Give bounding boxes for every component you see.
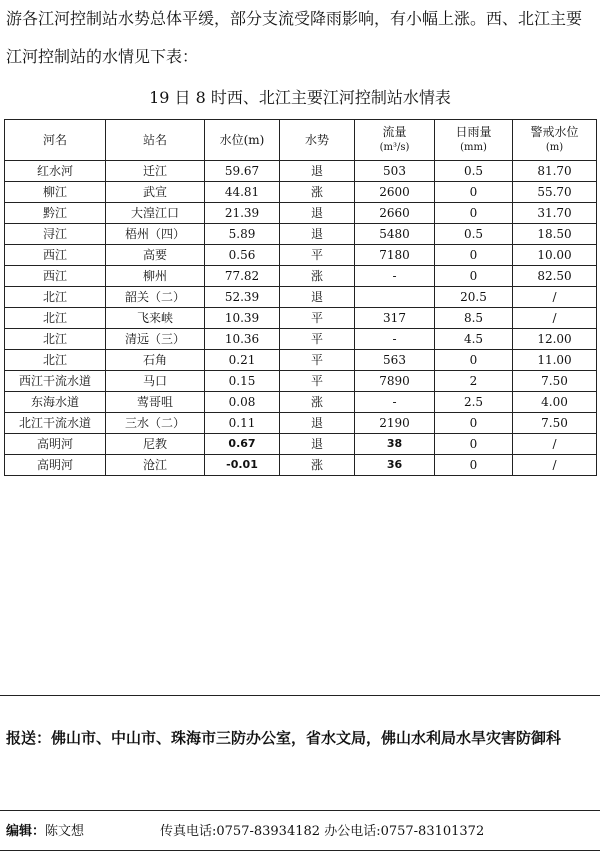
- table-row: [5, 224, 597, 245]
- cell-river: 高明河: [5, 455, 106, 476]
- cell-rain: 0: [435, 455, 513, 476]
- header-warn-title: 警戒水位: [530, 125, 579, 139]
- cell-station: 柳州: [106, 266, 205, 287]
- cell-flow: 2190: [355, 413, 435, 434]
- cell-warn: 4.00: [513, 392, 597, 413]
- cell-trend: 平: [280, 308, 355, 329]
- cell-river: 北江: [5, 308, 106, 329]
- table-row: [5, 413, 597, 434]
- editor-label: 编辑：: [6, 824, 46, 839]
- table-caption: 19 日 8 时西、北江主要江河控制站水情表: [149, 88, 451, 107]
- cell-river: 北江干流水道: [5, 413, 106, 434]
- cell-flow: 2600: [355, 182, 435, 203]
- cell-warn: 31.70: [513, 203, 597, 224]
- cell-flow: 7180: [355, 245, 435, 266]
- cell-warn: 82.50: [513, 266, 597, 287]
- cell-station: 石角: [106, 350, 205, 371]
- cell-flow: 5480: [355, 224, 435, 245]
- cell-station: 沧江: [106, 455, 205, 476]
- cell-trend: 涨: [280, 266, 355, 287]
- table-row: [5, 308, 597, 329]
- fax-number: 0757-83934182: [216, 824, 321, 839]
- table-row: [5, 203, 597, 224]
- cell-flow: -: [355, 266, 435, 287]
- cell-warn: 55.70: [513, 182, 597, 203]
- cell-rain: 0: [435, 182, 513, 203]
- cell-trend: 涨: [280, 182, 355, 203]
- table-row: [5, 329, 597, 350]
- cell-trend: 退: [280, 203, 355, 224]
- cell-rain: 0: [435, 245, 513, 266]
- cell-river: 柳江: [5, 182, 106, 203]
- cell-flow: 38: [355, 434, 435, 455]
- cell-level: 0.08: [205, 392, 280, 413]
- cell-river: 西江: [5, 245, 106, 266]
- header-rain: [435, 120, 513, 161]
- header-trend: 水势: [280, 120, 355, 161]
- contact-info: [160, 822, 484, 842]
- fax-label: 传真电话:: [160, 824, 217, 839]
- cell-warn: 11.00: [513, 350, 597, 371]
- cell-level: 0.67: [205, 434, 280, 455]
- cell-river: 浔江: [5, 224, 106, 245]
- table-row: [5, 371, 597, 392]
- cell-warn: /: [513, 455, 597, 476]
- cell-river: 西江: [5, 266, 106, 287]
- footer: [6, 822, 596, 842]
- cell-station: 三水（二）: [106, 413, 205, 434]
- header-flow-unit: (m³/s): [379, 142, 410, 153]
- cell-station: 尼教: [106, 434, 205, 455]
- cell-level: 0.56: [205, 245, 280, 266]
- cell-rain: 0: [435, 350, 513, 371]
- report-recipients: 报送：佛山市、中山市、珠海市三防办公室，省水文局，佛山水利局水旱灾害防御科: [6, 729, 562, 747]
- cell-rain: 4.5: [435, 329, 513, 350]
- cell-warn: 18.50: [513, 224, 597, 245]
- cell-trend: 退: [280, 287, 355, 308]
- cell-trend: 平: [280, 245, 355, 266]
- table-header-row: [5, 120, 597, 161]
- cell-river: 东海水道: [5, 392, 106, 413]
- cell-warn: 7.50: [513, 371, 597, 392]
- cell-flow: 2660: [355, 203, 435, 224]
- cell-river: 北江: [5, 329, 106, 350]
- water-status-table: [4, 119, 597, 476]
- header-level: 水位(m): [205, 120, 280, 161]
- divider-top: [0, 695, 600, 696]
- cell-trend: 退: [280, 413, 355, 434]
- cell-flow: -: [355, 392, 435, 413]
- divider-middle: [0, 810, 600, 811]
- header-rain-title: 日雨量: [455, 125, 492, 139]
- cell-rain: 0: [435, 413, 513, 434]
- cell-flow: -: [355, 329, 435, 350]
- cell-rain: 2.5: [435, 392, 513, 413]
- cell-rain: 20.5: [435, 287, 513, 308]
- cell-level: 0.15: [205, 371, 280, 392]
- cell-level: 21.39: [205, 203, 280, 224]
- cell-station: 大湟江口: [106, 203, 205, 224]
- table-row: [5, 287, 597, 308]
- cell-station: 迁江: [106, 161, 205, 182]
- cell-level: 10.36: [205, 329, 280, 350]
- cell-trend: 退: [280, 161, 355, 182]
- cell-river: 北江: [5, 287, 106, 308]
- office-label: 办公电话:: [324, 824, 381, 839]
- cell-warn: /: [513, 287, 597, 308]
- cell-trend: 涨: [280, 455, 355, 476]
- table-row: [5, 455, 597, 476]
- cell-level: 44.81: [205, 182, 280, 203]
- cell-river: 红水河: [5, 161, 106, 182]
- editor-name: 陈文想: [45, 824, 85, 839]
- cell-station: 莺哥咀: [106, 392, 205, 413]
- cell-station: 高要: [106, 245, 205, 266]
- cell-rain: 8.5: [435, 308, 513, 329]
- cell-flow: 7890: [355, 371, 435, 392]
- table-row: [5, 266, 597, 287]
- cell-station: 马口: [106, 371, 205, 392]
- cell-trend: 平: [280, 329, 355, 350]
- header-flow-title: 流量: [382, 125, 407, 139]
- cell-warn: 10.00: [513, 245, 597, 266]
- cell-river: 西江干流水道: [5, 371, 106, 392]
- cell-flow: 563: [355, 350, 435, 371]
- cell-level: 0.21: [205, 350, 280, 371]
- table-row: [5, 350, 597, 371]
- cell-station: 武宣: [106, 182, 205, 203]
- cell-rain: 0: [435, 266, 513, 287]
- cell-rain: 0.5: [435, 161, 513, 182]
- cell-river: 黔江: [5, 203, 106, 224]
- cell-trend: 涨: [280, 392, 355, 413]
- header-rain-unit: (mm): [460, 142, 487, 153]
- header-station: 站名: [106, 120, 205, 161]
- office-number: 0757-83101372: [380, 824, 485, 839]
- table-row: [5, 434, 597, 455]
- cell-station: 清远（三）: [106, 329, 205, 350]
- table-row: [5, 161, 597, 182]
- header-flow: [355, 120, 435, 161]
- cell-trend: 平: [280, 350, 355, 371]
- cell-station: 飞来峡: [106, 308, 205, 329]
- cell-rain: 0: [435, 434, 513, 455]
- cell-warn: 81.70: [513, 161, 597, 182]
- table-row: [5, 182, 597, 203]
- divider-bottom: [0, 850, 600, 851]
- cell-rain: 0.5: [435, 224, 513, 245]
- cell-warn: 12.00: [513, 329, 597, 350]
- cell-rain: 0: [435, 203, 513, 224]
- header-warn: [513, 120, 597, 161]
- cell-warn: /: [513, 434, 597, 455]
- cell-flow: 503: [355, 161, 435, 182]
- cell-flow: [355, 287, 435, 308]
- cell-level: 0.11: [205, 413, 280, 434]
- cell-trend: 平: [280, 371, 355, 392]
- cell-level: -0.01: [205, 455, 280, 476]
- cell-river: 北江: [5, 350, 106, 371]
- cell-trend: 退: [280, 224, 355, 245]
- intro-paragraph: 游各江河控制站水势总体平缓，部分支流受降雨影响，有小幅上涨。西、北江主要江河控制站的水情见下表：: [6, 9, 583, 66]
- cell-flow: 317: [355, 308, 435, 329]
- table-row: [5, 392, 597, 413]
- cell-warn: /: [513, 308, 597, 329]
- table-row: [5, 245, 597, 266]
- cell-flow: 36: [355, 455, 435, 476]
- cell-station: 韶关（二）: [106, 287, 205, 308]
- header-warn-unit: (m): [545, 142, 564, 153]
- cell-river: 高明河: [5, 434, 106, 455]
- cell-station: 梧州（四）: [106, 224, 205, 245]
- cell-rain: 2: [435, 371, 513, 392]
- cell-level: 52.39: [205, 287, 280, 308]
- cell-level: 10.39: [205, 308, 280, 329]
- cell-level: 77.82: [205, 266, 280, 287]
- cell-level: 59.67: [205, 161, 280, 182]
- cell-warn: 7.50: [513, 413, 597, 434]
- header-river: 河名: [5, 120, 106, 161]
- cell-level: 5.89: [205, 224, 280, 245]
- cell-trend: 退: [280, 434, 355, 455]
